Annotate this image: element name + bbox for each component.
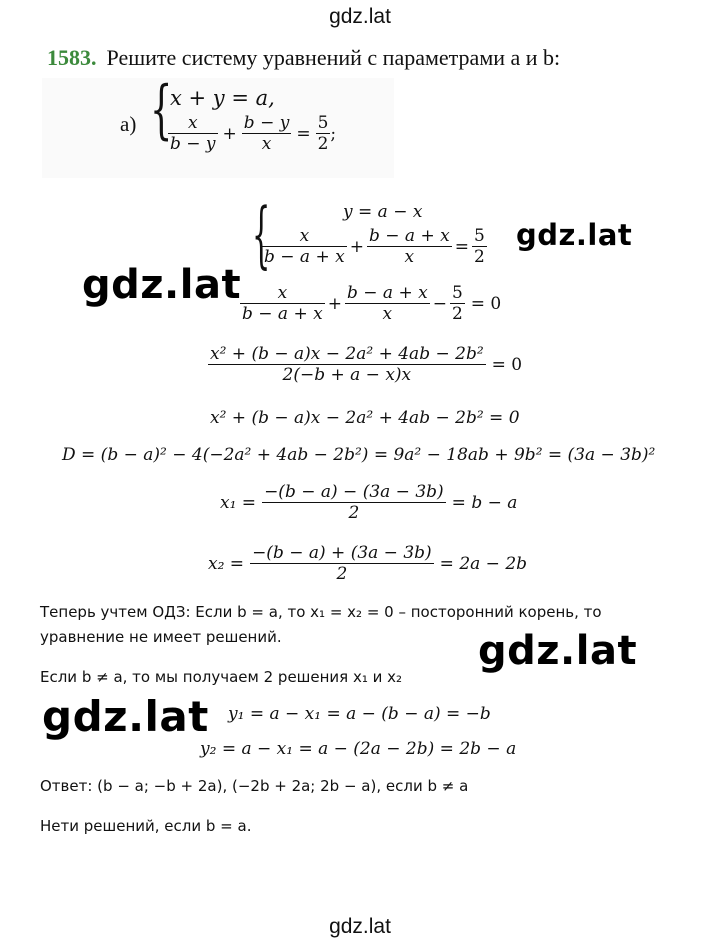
solution-x1 xyxy=(220,482,517,523)
sys-equals: = xyxy=(454,236,469,257)
s3-frac-num: x² + (b − a)x − 2a² + 4ab − 2b² xyxy=(210,344,484,364)
task-eq1: x + y = a, xyxy=(170,86,275,110)
sys-rhs xyxy=(472,226,487,267)
watermark-3: gdz.lat xyxy=(478,628,638,674)
task-frac1-num: x xyxy=(187,113,198,133)
task-plus: + xyxy=(222,123,237,144)
s2-frac1-num: x xyxy=(277,283,288,303)
task-frac2-den: x xyxy=(242,133,292,154)
x1-label: x₁ = xyxy=(220,492,257,513)
s2-frac3-num: 5 xyxy=(451,283,463,303)
solution-step-4: x² + (b − a)x − 2a² + 4ab − 2b² = 0 xyxy=(210,408,520,428)
odz-line-2: уравнение не имеет решений. xyxy=(40,628,282,646)
x2-frac-num: −(b − a) + (3a − 3b) xyxy=(252,543,432,563)
sys-frac1-den: b − a + x xyxy=(264,247,345,267)
x2-result: = 2a − 2b xyxy=(439,553,528,574)
x2-frac-den: 2 xyxy=(250,563,434,584)
s2-frac1 xyxy=(240,283,325,324)
solution-step-2 xyxy=(240,283,501,324)
site-footer: gdz.lat xyxy=(329,915,391,938)
sys-rhs-num: 5 xyxy=(473,226,485,246)
task-equals: = xyxy=(296,123,311,144)
s2-frac3-den: 2 xyxy=(451,304,463,324)
s2-frac2 xyxy=(345,283,430,324)
s3-frac-den: 2(−b + a − x)x xyxy=(208,364,486,385)
x2-label: x₂ = xyxy=(208,553,245,574)
x1-frac-den: 2 xyxy=(262,502,446,523)
s2-minus: − xyxy=(432,293,447,314)
task-part-label: а) xyxy=(120,112,137,136)
s2-equals-zero: = 0 xyxy=(470,293,502,314)
s3-frac xyxy=(208,344,486,385)
task-rhs-num: 5 xyxy=(317,113,329,133)
sys-rhs-den: 2 xyxy=(473,247,485,267)
task-text: Решите систему уравнений с параметрами a и b: xyxy=(106,45,561,70)
sys-frac2-num: b − a + x xyxy=(368,226,450,246)
s2-plus: + xyxy=(327,293,342,314)
site-header: gdz.lat xyxy=(329,5,391,28)
x1-result: = b − a xyxy=(451,492,518,513)
x1-frac xyxy=(262,482,446,523)
watermark-1: gdz.lat xyxy=(516,218,633,252)
s3-equals-zero: = 0 xyxy=(491,354,523,375)
task-semicolon: ; xyxy=(330,123,337,144)
solution-discriminant: D = (b − a)² − 4(−2a² + 4ab − 2b²) = 9a² − 18ab + 9b² = (3a − 3b)² xyxy=(62,445,656,465)
case-line: Если b ≠ a, то мы получаем 2 решения x₁ и x₂ xyxy=(40,668,403,686)
no-solutions-line: Нети решений, если b = a. xyxy=(40,817,252,835)
task-eq2 xyxy=(168,113,336,154)
sys-plus: + xyxy=(349,236,364,257)
solution-y2: y₂ = a − x₁ = a − (2a − 2b) = 2b − a xyxy=(200,739,517,759)
odz-line-1: Теперь учтем ОДЗ: Если b = a, то x₁ = x₂ = 0 – посторонний корень, то xyxy=(40,603,602,621)
task-rhs-den: 2 xyxy=(317,134,329,154)
s2-frac3 xyxy=(450,283,465,324)
watermark-4: gdz.lat xyxy=(42,692,209,741)
task-frac2-num: b − y xyxy=(243,113,290,133)
task-number: 1583. xyxy=(47,45,97,70)
solution-system-line1: y = a − x xyxy=(343,202,423,222)
s2-frac2-num: b − a + x xyxy=(346,283,428,303)
task-statement xyxy=(47,45,560,71)
sys-frac2-den: x xyxy=(367,246,452,267)
x1-frac-num: −(b − a) − (3a − 3b) xyxy=(264,482,444,502)
solution-system-brace: { xyxy=(252,192,271,276)
task-frac1-den: b − y xyxy=(170,134,216,154)
task-rhs xyxy=(316,113,331,154)
x2-frac xyxy=(250,543,434,584)
watermark-2: gdz.lat xyxy=(82,262,242,308)
s2-frac2-den: x xyxy=(345,303,430,324)
answer-line: Ответ: (b − a; −b + 2a), (−2b + 2a; 2b − a), если b ≠ a xyxy=(40,777,469,795)
task-system-brace: { xyxy=(150,73,173,147)
task-frac1 xyxy=(168,113,218,154)
sys-frac1-num: x xyxy=(299,226,310,246)
sys-frac1 xyxy=(262,226,347,267)
solution-x2 xyxy=(208,543,527,584)
task-frac2 xyxy=(242,113,292,154)
solution-y1: y₁ = a − x₁ = a − (b − a) = −b xyxy=(228,704,491,724)
s2-frac1-den: b − a + x xyxy=(242,304,323,324)
solution-step-3 xyxy=(208,344,522,385)
solution-system-line2 xyxy=(262,226,487,267)
sys-frac2 xyxy=(367,226,452,267)
